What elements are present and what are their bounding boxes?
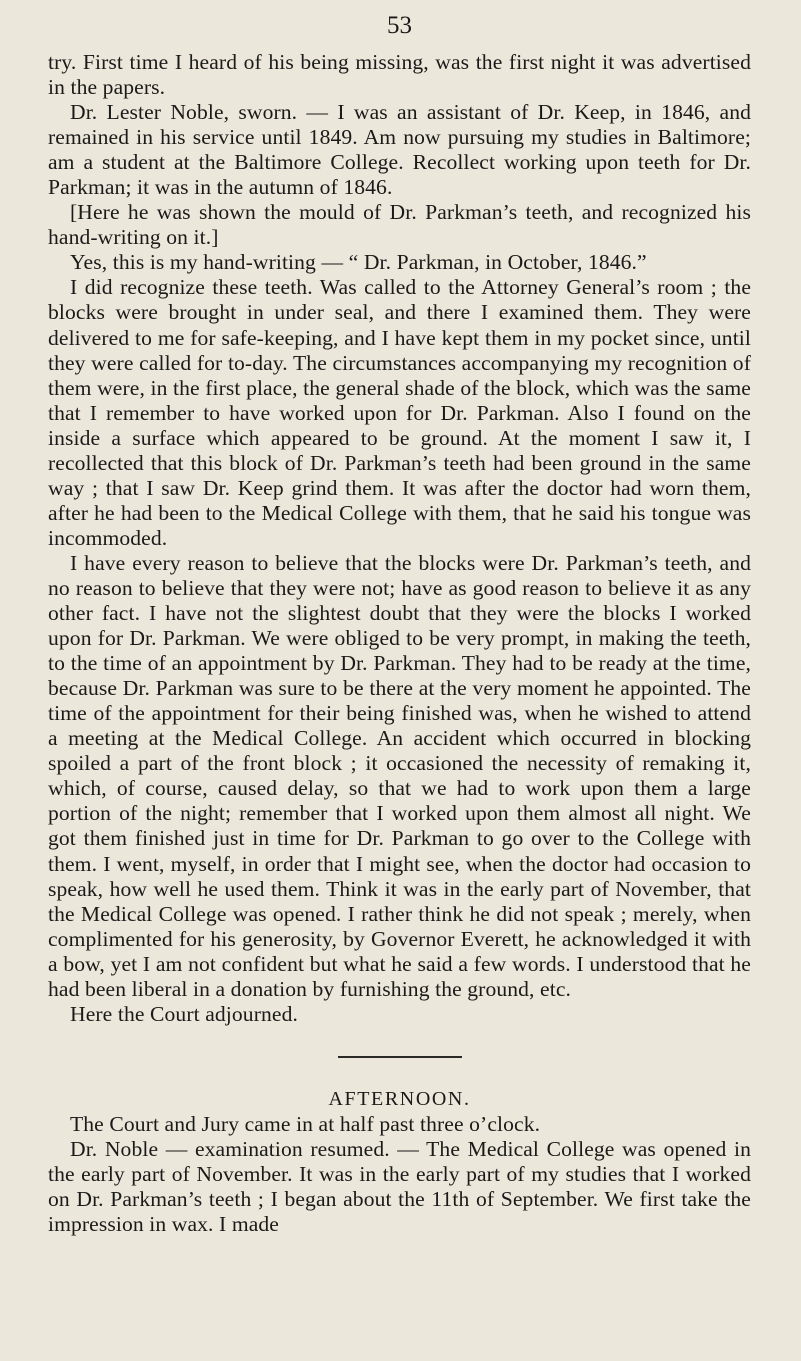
paragraph-adjourned: Here the Court adjourned. <box>70 1001 298 1026</box>
paragraph-continuation: try. First time I heard of his being missing, was the first night it was advertised in the papers. <box>48 50 751 100</box>
page-number: 53 <box>387 12 412 39</box>
paragraph-belief: I have every reason to believe that the blocks were Dr. Parkman’s teeth, and no reason to believe that they were not; have as good reason to believe it as any other fact. I have not the slightest doubt that they were the blocks I worked upon for Dr. Parkman. We were obliged to be very prompt, in making the teeth, to the time of an appointment by Dr. Parkman. They had to be ready at the time, because Dr. Parkman was sure to be there at the very moment he appointed. The time of the appointment for their being finished was, when he wished to attend a meeting at the Medical College. An accident which occurred in blocking spoiled a part of the front block ; it occasioned the necessity of remaking it, which, of course, caused delay, so that we had to work upon them a large portion of the night; remember that I worked upon them almost all night. We got them finished just in time for Dr. Parkman to go over to the College with them. I went, myself, in order that I might see, when the doctor had occasion to speak, how well he used them. Think it was in the early part of November, that the Medical College was opened. I rather think he did not speak ; merely, when complimented for his generosity, by Governor Everett, he acknowledged it with a bow, yet I am not confident but what he said a few words. I understood that he had been liberal in a donation by furnishing the ground, etc. <box>48 550 751 1001</box>
paragraph-noble-sworn: Dr. Lester Noble, sworn. — I was an assistant of Dr. Keep, in 1846, and remained in his service until 1849. Am now pursuing my studies in Baltimore; am a student at the Baltimore College. Recollect working upon teeth for Dr. Parkman; it was in the autumn of 1846. <box>48 100 751 200</box>
afternoon-heading: AFTERNOON. <box>328 1087 471 1110</box>
paragraph-recognition: I did recognize these teeth. Was called to the Attorney General’s room ; the blocks were brought in under seal, and there I examined them. They were delivered to me for safe-keeping, and I have kept them in my pocket since, until they were called for to-day. The circumstances accompanying my recognition of them were, in the first place, the general shade of the block, which was the same that I remember to have worked upon for Dr. Parkman. Also I found on the inside a surface which appeared to be ground. At the moment I saw it, I recollected that this block of Dr. Parkman’s teeth had been ground in the same way ; that I saw Dr. Keep grind them. It was after the doctor had worn them, after he had been to the Medical College with them, that he said his tongue was incommoded. <box>48 275 751 550</box>
section-divider <box>338 1056 462 1058</box>
paragraph-court-returns: The Court and Jury came in at half past three o’clock. <box>70 1111 541 1136</box>
paragraph-mould-shown: [Here he was shown the mould of Dr. Parkman’s teeth, and recognized his hand-writing on it.] <box>48 200 751 250</box>
paragraph-handwriting: Yes, this is my hand-writing — “ Dr. Parkman, in October, 1846.” <box>70 250 647 275</box>
paragraph-examination-resumed: Dr. Noble — examination resumed. — The Medical College was opened in the early part of November. It was in the early part of my studies that I worked on Dr. Parkman’s teeth ; I began about the 11th of September. We first take the impression in wax. I made <box>48 1136 751 1237</box>
